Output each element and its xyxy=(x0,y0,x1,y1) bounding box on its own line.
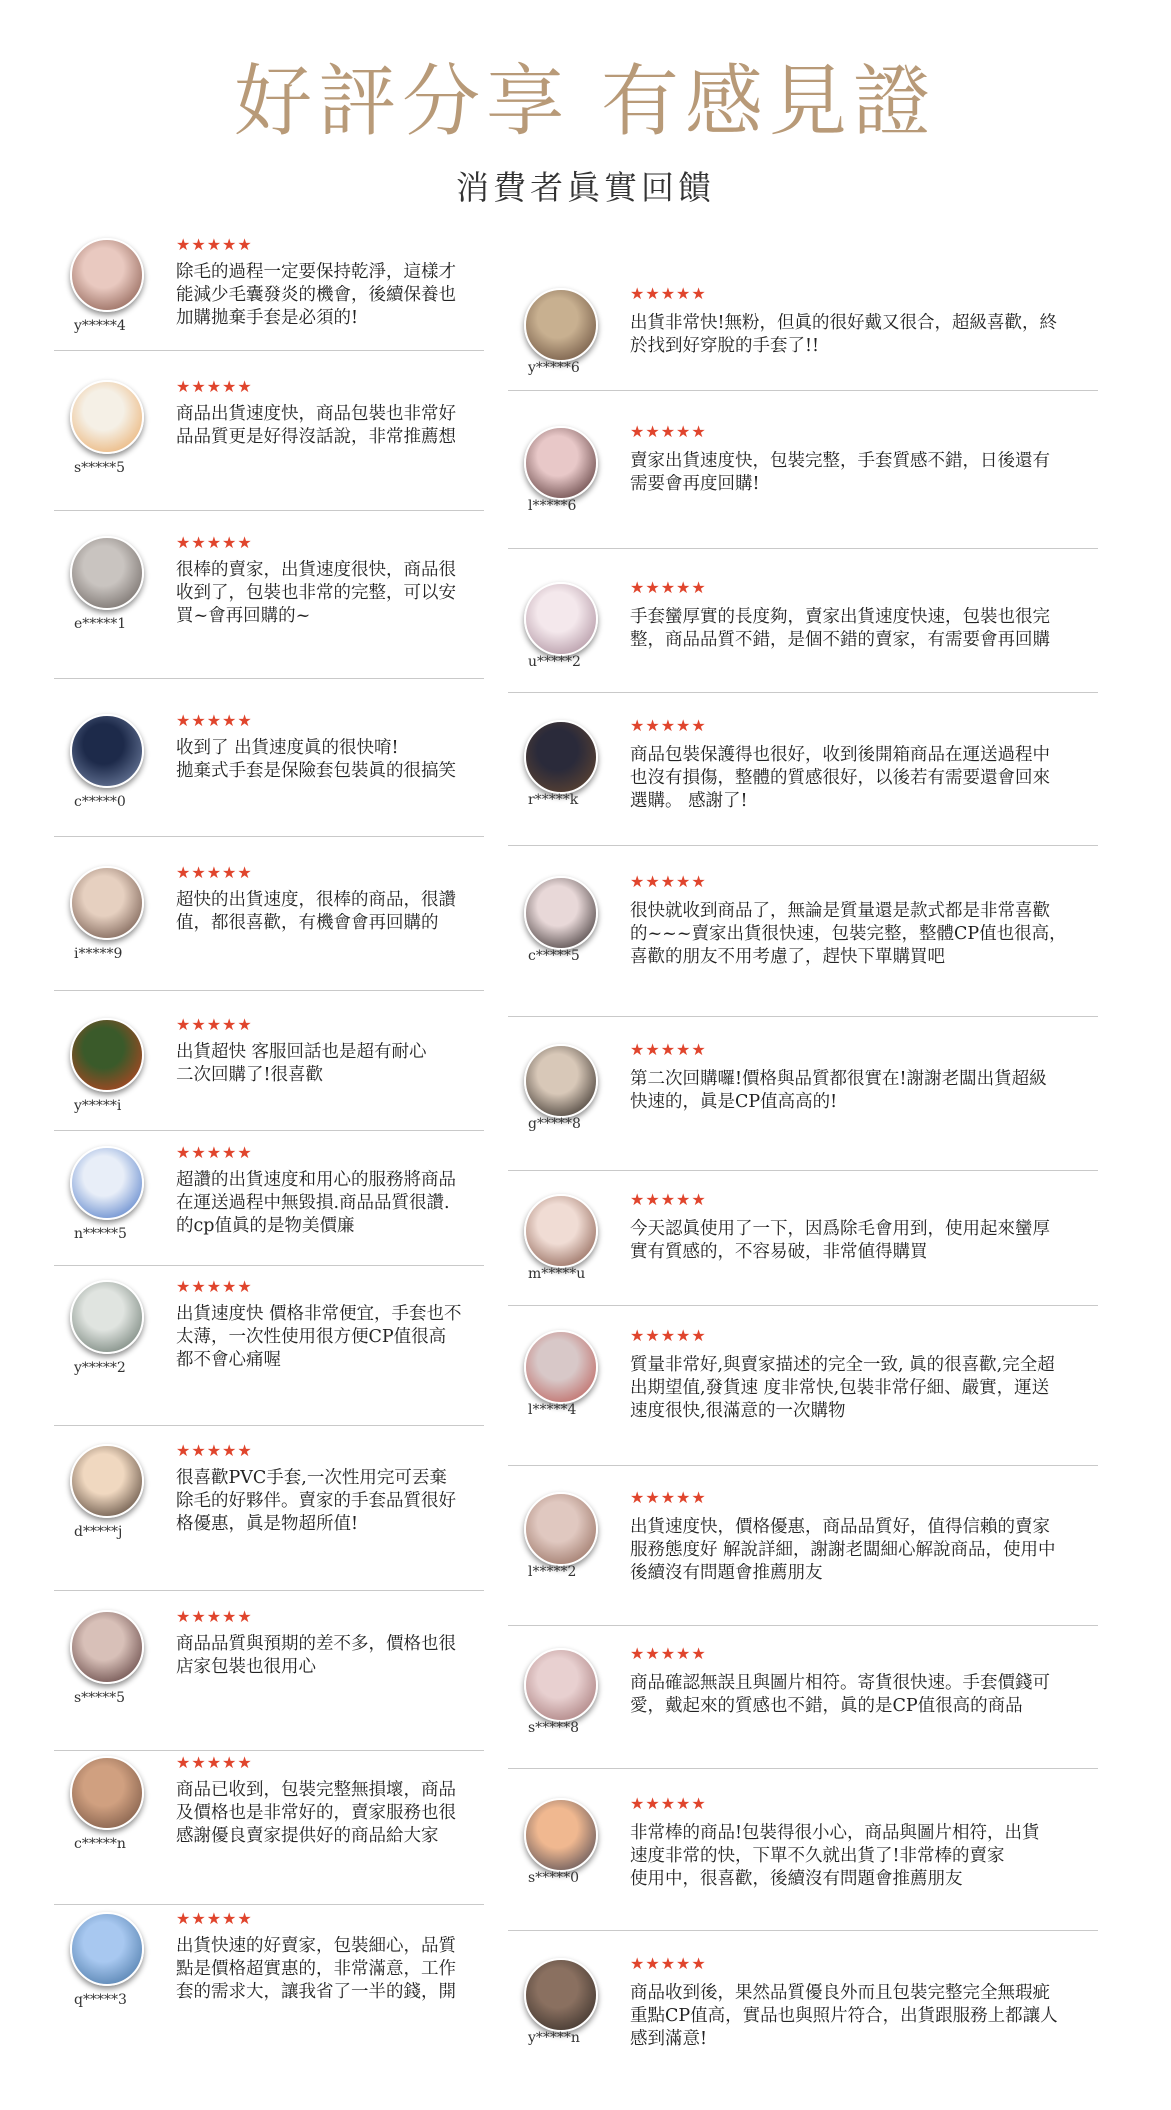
divider xyxy=(508,1465,1098,1466)
avatar xyxy=(70,1018,144,1092)
reviewer-name: l*****6 xyxy=(528,498,577,514)
star-rating: ★★★★★ xyxy=(176,1607,253,1626)
avatar xyxy=(70,238,144,312)
review-card xyxy=(54,1602,484,1762)
star-rating: ★★★★★ xyxy=(630,716,707,735)
divider xyxy=(54,678,484,679)
avatar xyxy=(524,288,598,362)
avatar xyxy=(524,1798,598,1872)
review-card xyxy=(508,574,1098,734)
divider xyxy=(54,510,484,511)
divider xyxy=(508,548,1098,549)
star-rating: ★★★★★ xyxy=(630,1954,707,1973)
avatar xyxy=(70,1280,144,1354)
divider xyxy=(54,1750,484,1751)
review-card xyxy=(508,1484,1098,1644)
divider xyxy=(508,1625,1098,1626)
reviewer-name: m*****u xyxy=(528,1266,586,1282)
reviewer-name: s*****8 xyxy=(528,1720,580,1736)
review-text: 出貨超快 客服回話也是超有耐心 二次回購了!很喜歡 xyxy=(176,1042,427,1085)
review-text: 出貨速度快 價格非常便宜，手套也不 太薄，一次性使用很方便CP值很高 都不會心痛喔 xyxy=(176,1304,462,1370)
avatar xyxy=(524,1330,598,1404)
reviewer-name: i*****9 xyxy=(74,946,123,962)
review-card xyxy=(54,528,484,688)
review-card xyxy=(508,1322,1098,1482)
review-card xyxy=(508,1950,1098,2110)
star-rating: ★★★★★ xyxy=(176,1277,253,1296)
avatar xyxy=(70,1610,144,1684)
reviewer-name: y*****i xyxy=(74,1098,122,1114)
star-rating: ★★★★★ xyxy=(176,1015,253,1034)
review-card xyxy=(508,712,1098,872)
star-rating: ★★★★★ xyxy=(176,377,253,396)
star-rating: ★★★★★ xyxy=(630,1794,707,1813)
star-rating: ★★★★★ xyxy=(176,1753,253,1772)
star-rating: ★★★★★ xyxy=(630,872,707,891)
divider xyxy=(54,1130,484,1131)
reviewer-name: u*****2 xyxy=(528,654,581,670)
review-text: 出貨速度快，價格優惠，商品品質好，值得信賴的賣家 服務態度好 解說詳細，謝謝老闆細心解說商品，使用中 後續沒有問題會推薦朋友 xyxy=(630,1517,1056,1583)
star-rating: ★★★★★ xyxy=(176,533,253,552)
reviewer-name: c*****5 xyxy=(528,948,580,964)
avatar xyxy=(70,380,144,454)
review-text: 超讚的出貨速度和用心的服務將商品 在運送過程中無毀損.商品品質很讚. 的cp值眞的是物美價廉 xyxy=(176,1170,456,1236)
star-rating: ★★★★★ xyxy=(630,1644,707,1663)
star-rating: ★★★★★ xyxy=(630,578,707,597)
avatar xyxy=(70,1756,144,1830)
review-text: 商品包裝保護得也很好，收到後開箱商品在運送過程中 也沒有損傷，整體的質感很好，以後若有需要還會回來 選購。 感謝了! xyxy=(630,745,1050,811)
review-text: 很快就收到商品了，無論是質量還是款式都是非常喜歡 的~~~賣家出貨很快速，包裝完整，整體CP值也很高， 喜歡的朋友不用考慮了，趕快下單購買吧 xyxy=(630,901,1067,967)
reviewer-name: n*****5 xyxy=(74,1226,127,1242)
review-card xyxy=(54,858,484,1018)
page-title: 好評分享 有感見證 xyxy=(234,57,937,147)
review-text: 第二次回購囉!價格與品質都很實在!謝謝老闆出貨超級 快速的，眞是CP值高高的! xyxy=(630,1069,1047,1112)
divider xyxy=(508,1170,1098,1171)
reviewer-name: y*****4 xyxy=(74,318,126,334)
review-text: 手套蠻厚實的長度夠，賣家出貨速度快速，包裝也很完 整，商品品質不錯，是個不錯的賣家，有需要會再回購 xyxy=(630,607,1050,650)
review-text: 商品確認無誤且與圖片相符。寄貨很快速。手套價錢可 愛，戴起來的質感也不錯，眞的是CP值很高的商品 xyxy=(630,1673,1050,1716)
star-rating: ★★★★★ xyxy=(630,422,707,441)
review-card xyxy=(508,280,1098,440)
review-text: 商品收到後，果然品質優良外而且包裝完整完全無瑕疵 重點CP值高，實品也與照片符合，出貨跟服務上都讓人 感到滿意! xyxy=(630,1983,1058,2049)
reviewer-name: c*****0 xyxy=(74,794,126,810)
avatar xyxy=(70,866,144,940)
review-card xyxy=(508,1790,1098,1950)
reviewer-name: l*****2 xyxy=(528,1564,577,1580)
reviewer-name: y*****n xyxy=(528,2030,580,2046)
review-card xyxy=(54,1272,484,1432)
divider xyxy=(508,1305,1098,1306)
divider xyxy=(54,1590,484,1591)
divider xyxy=(54,990,484,991)
review-text: 收到了 出貨速度眞的很快唷! 拋棄式手套是保險套包裝眞的很搞笑 xyxy=(176,738,456,781)
review-text: 商品已收到，包裝完整無損壞，商品 及價格也是非常好的，賣家服務也很 感謝優良賣家提供好的商品給大家 xyxy=(176,1780,456,1846)
review-text: 商品品質與預期的差不多，價格也很 店家包裝也很用心 xyxy=(176,1634,456,1677)
reviewer-name: s*****5 xyxy=(74,1690,126,1706)
avatar xyxy=(524,876,598,950)
review-text: 今天認眞使用了一下，因爲除毛會用到，使用起來蠻厚 實有質感的，不容易破，非常値得購買 xyxy=(630,1219,1050,1262)
avatar xyxy=(70,1146,144,1220)
star-rating: ★★★★★ xyxy=(176,235,253,254)
divider xyxy=(54,1904,484,1905)
reviewer-name: y*****2 xyxy=(74,1360,126,1376)
review-text: 很喜歡PVC手套,一次性用完可丟棄 除毛的好夥伴。賣家的手套品質很好 格優惠，眞是物超所值! xyxy=(176,1468,456,1534)
review-card xyxy=(54,706,484,866)
reviewer-name: e*****1 xyxy=(74,616,127,632)
divider xyxy=(508,692,1098,693)
review-text: 很棒的賣家，出貨速度很快，商品很 收到了，包裝也非常的完整，可以安 買~會再回購的~ xyxy=(176,560,456,626)
reviewer-name: c*****n xyxy=(74,1836,126,1852)
review-card xyxy=(508,418,1098,578)
review-text: 超快的出貨速度，很棒的商品，很讚 值，都很喜歡，有機會會再回購的 xyxy=(176,890,456,933)
review-card xyxy=(508,868,1098,1028)
star-rating: ★★★★★ xyxy=(176,1143,253,1162)
avatar xyxy=(524,1194,598,1268)
star-rating: ★★★★★ xyxy=(630,284,707,303)
reviewer-name: q*****3 xyxy=(74,1992,127,2008)
avatar xyxy=(524,1044,598,1118)
review-text: 商品出貨速度快，商品包裝也非常好 品品質更是好得沒話說，非常推薦想 xyxy=(176,404,456,447)
star-rating: ★★★★★ xyxy=(176,1909,253,1928)
review-text: 除毛的過程一定要保持乾淨，這樣才 能減少毛囊發炎的機會，後續保養也 加購拋棄手套是必須的! xyxy=(176,262,456,328)
review-card xyxy=(54,1436,484,1596)
review-text: 出貨快速的好賣家，包裝細心，品質 點是價格超實惠的，非常滿意，工作 套的需求大，讓我省了一半的錢，開 xyxy=(176,1936,456,2002)
review-card xyxy=(54,372,484,532)
review-text: 質量非常好,與賣家描述的完全一致, 眞的很喜歡,完全超 出期望值,發貨速 度非常快,包裝非常仔細、嚴實，運送 速度很快,很滿意的一次購物 xyxy=(630,1355,1055,1421)
star-rating: ★★★★★ xyxy=(176,711,253,730)
review-card xyxy=(508,1640,1098,1800)
divider xyxy=(54,1425,484,1426)
reviewer-name: s*****0 xyxy=(528,1870,580,1886)
avatar xyxy=(524,582,598,656)
reviewer-name: l*****4 xyxy=(528,1402,577,1418)
avatar xyxy=(524,720,598,794)
divider xyxy=(508,1016,1098,1017)
avatar xyxy=(524,426,598,500)
avatar xyxy=(70,536,144,610)
avatar xyxy=(70,714,144,788)
divider xyxy=(508,1768,1098,1769)
review-text: 賣家出貨速度快，包裝完整，手套質感不錯，日後還有 需要會再度回購! xyxy=(630,451,1050,494)
divider xyxy=(508,845,1098,846)
review-text: 非常棒的商品!包裝得很小心，商品與圖片相符，出貨 速度非常的快，下單不久就出貨了!非常棒的賣家 使用中，很喜歡，後續沒有問題會推薦朋友 xyxy=(630,1823,1040,1889)
review-card xyxy=(54,1904,484,2064)
avatar xyxy=(70,1912,144,1986)
divider xyxy=(508,1930,1098,1931)
star-rating: ★★★★★ xyxy=(630,1488,707,1507)
divider xyxy=(54,350,484,351)
star-rating: ★★★★★ xyxy=(176,1441,253,1460)
star-rating: ★★★★★ xyxy=(176,863,253,882)
reviewer-name: s*****5 xyxy=(74,460,126,476)
review-card xyxy=(54,1748,484,1908)
star-rating: ★★★★★ xyxy=(630,1040,707,1059)
avatar xyxy=(70,1444,144,1518)
avatar xyxy=(524,1648,598,1722)
star-rating: ★★★★★ xyxy=(630,1190,707,1209)
review-text: 出貨非常快!無粉，但眞的很好戴又很合，超級喜歡，終 於找到好穿脫的手套了!! xyxy=(630,313,1058,356)
reviewer-name: y*****6 xyxy=(528,360,580,376)
star-rating: ★★★★★ xyxy=(630,1326,707,1345)
divider xyxy=(54,1265,484,1266)
avatar xyxy=(524,1492,598,1566)
page-subtitle: 消費者眞實回饋 xyxy=(456,168,715,207)
reviewer-name: r*****k xyxy=(528,792,579,808)
divider xyxy=(54,836,484,837)
avatar xyxy=(524,1958,598,2032)
review-card xyxy=(54,230,484,390)
review-card xyxy=(508,1036,1098,1196)
reviewer-name: d*****j xyxy=(74,1524,123,1540)
divider xyxy=(508,390,1098,391)
reviewer-name: g*****8 xyxy=(528,1116,581,1132)
